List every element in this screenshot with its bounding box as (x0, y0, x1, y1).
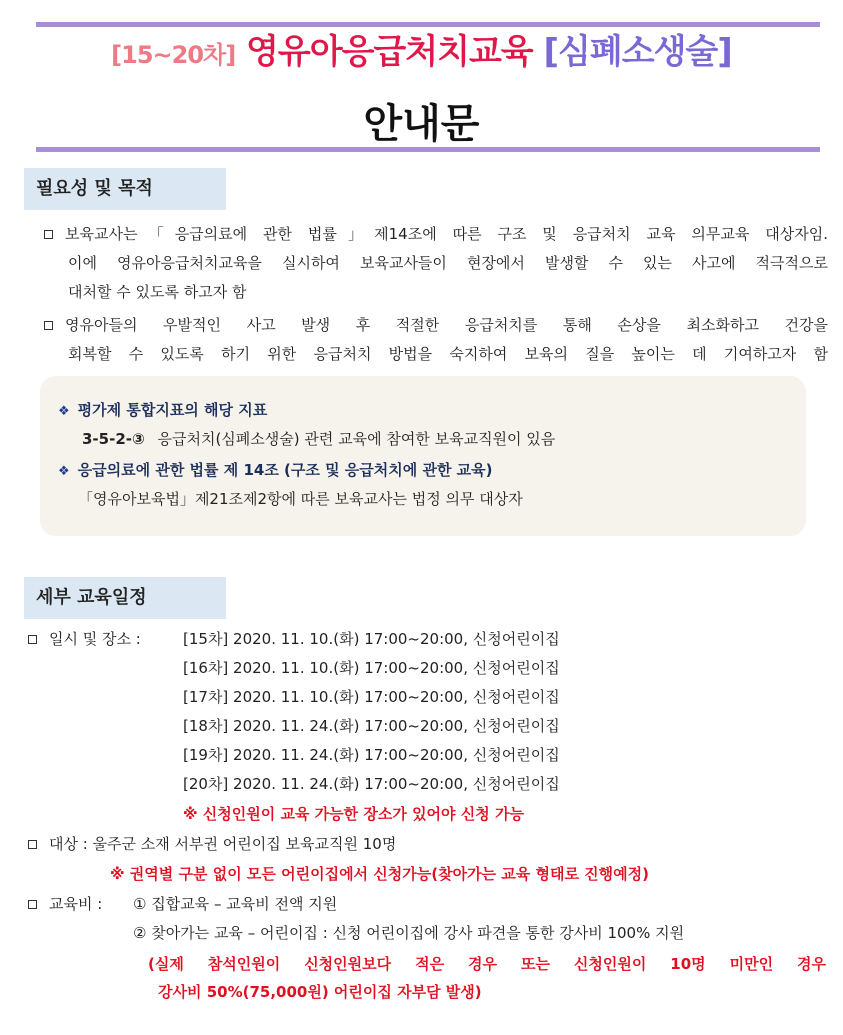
indicator-item1-text: 3-5-2-③ 응급처치(심폐소생술) 관련 교육에 참여한 보육교직원이 있음 (82, 430, 556, 448)
target-line: 대상 : 울주군 소재 서부권 어린이집 보육교직원 10명 (28, 830, 396, 859)
diamond-bullet-icon: ❖ (58, 404, 70, 419)
fee-note-line2: 강사비 50%(75,000원) 어린이집 자부담 발생) (158, 983, 482, 1001)
checkbox-bullet-icon (44, 321, 53, 330)
fee-label: 교육비 : (28, 890, 102, 919)
checkbox-bullet-icon (28, 635, 37, 644)
schedule-item: [19차] 2020. 11. 24.(화) 17:00~20:00, 신청어린이집 (183, 746, 560, 764)
schedule-item: [17차] 2020. 11. 10.(화) 17:00~20:00, 신청어린이집 (183, 688, 560, 706)
checkbox-bullet-icon (28, 900, 37, 909)
page-title (0, 24, 843, 73)
section-heading-purpose: 필요성 및 목적 (24, 168, 226, 210)
schedule-label: 일시 및 장소 : (28, 625, 141, 654)
purpose-para1-line1: 보육교사는「응급의료에 관한 법률」제14조에 따른 구조 및 응급처치 교육 의무교육 대상자임. (44, 220, 828, 249)
indicator-item1-title: ❖ 평가제 통합지표의 해당 지표 (58, 401, 268, 419)
diamond-bullet-icon: ❖ (58, 464, 70, 479)
indicator-box (40, 376, 806, 536)
checkbox-bullet-icon (44, 230, 53, 239)
fee-item-2: ② 찾아가는 교육 – 어린이집 : 신청 어린이집에 강사 파견을 통한 강사비 100% 지원 (133, 924, 685, 942)
fee-note-line1: (실제 참석인원이 신청인원보다 적은 경우 또는 신청인원이 10명 미만인 경우 (148, 955, 826, 973)
schedule-item: [15차] 2020. 11. 10.(화) 17:00~20:00, 신청어린이집 (183, 630, 560, 648)
purpose-para1-line2: 이에 영유아응급처치교육을 실시하여 보육교사들이 현장에서 발생할 수 있는 사고에 적극적으로 (68, 254, 828, 272)
title-main: 영유아응급처치교육 (246, 32, 533, 72)
indicator-item2-text: 「영유아보육법」제21조제2항에 따른 보육교사는 법정 의무 대상자 (78, 490, 523, 508)
purpose-para2-line2: 회복할 수 있도록 하기 위한 응급처치 방법을 숙지하여 보육의 질을 높이는 데 기여하고자 함 (68, 345, 828, 363)
page-subtitle: 안내문 (363, 101, 480, 147)
indicator-code: 3-5-2-③ (82, 430, 145, 448)
schedule-note: ※ 신청인원이 교육 가능한 장소가 있어야 신청 가능 (183, 805, 524, 823)
title-paren: [심폐소생술] (543, 32, 732, 72)
bottom-rule (36, 147, 820, 152)
indicator-item2-title: ❖ 응급의료에 관한 법률 제 14조 (구조 및 응급처치에 관한 교육) (58, 461, 493, 479)
checkbox-bullet-icon (28, 840, 37, 849)
schedule-item: [18차] 2020. 11. 24.(화) 17:00~20:00, 신청어린이집 (183, 717, 560, 735)
target-note: ※ 권역별 구분 없이 모든 어린이집에서 신청가능(찾아가는 교육 형태로 진행예정) (110, 865, 649, 883)
schedule-item: [16차] 2020. 11. 10.(화) 17:00~20:00, 신청어린이집 (183, 659, 560, 677)
fee-item-1: ① 집합교육 – 교육비 전액 지원 (133, 895, 338, 913)
schedule-item: [20차] 2020. 11. 24.(화) 17:00~20:00, 신청어린이집 (183, 775, 560, 793)
section-heading-schedule: 세부 교육일정 (24, 577, 226, 619)
purpose-para2-line1: 영유아들의 우발적인 사고 발생 후 적절한 응급처치를 통해 손상을 최소화하고 건강을 (44, 311, 828, 340)
purpose-para1-line3: 대처할 수 있도록 하고자 함 (68, 283, 247, 301)
title-prefix: [15~20차] (111, 41, 236, 69)
